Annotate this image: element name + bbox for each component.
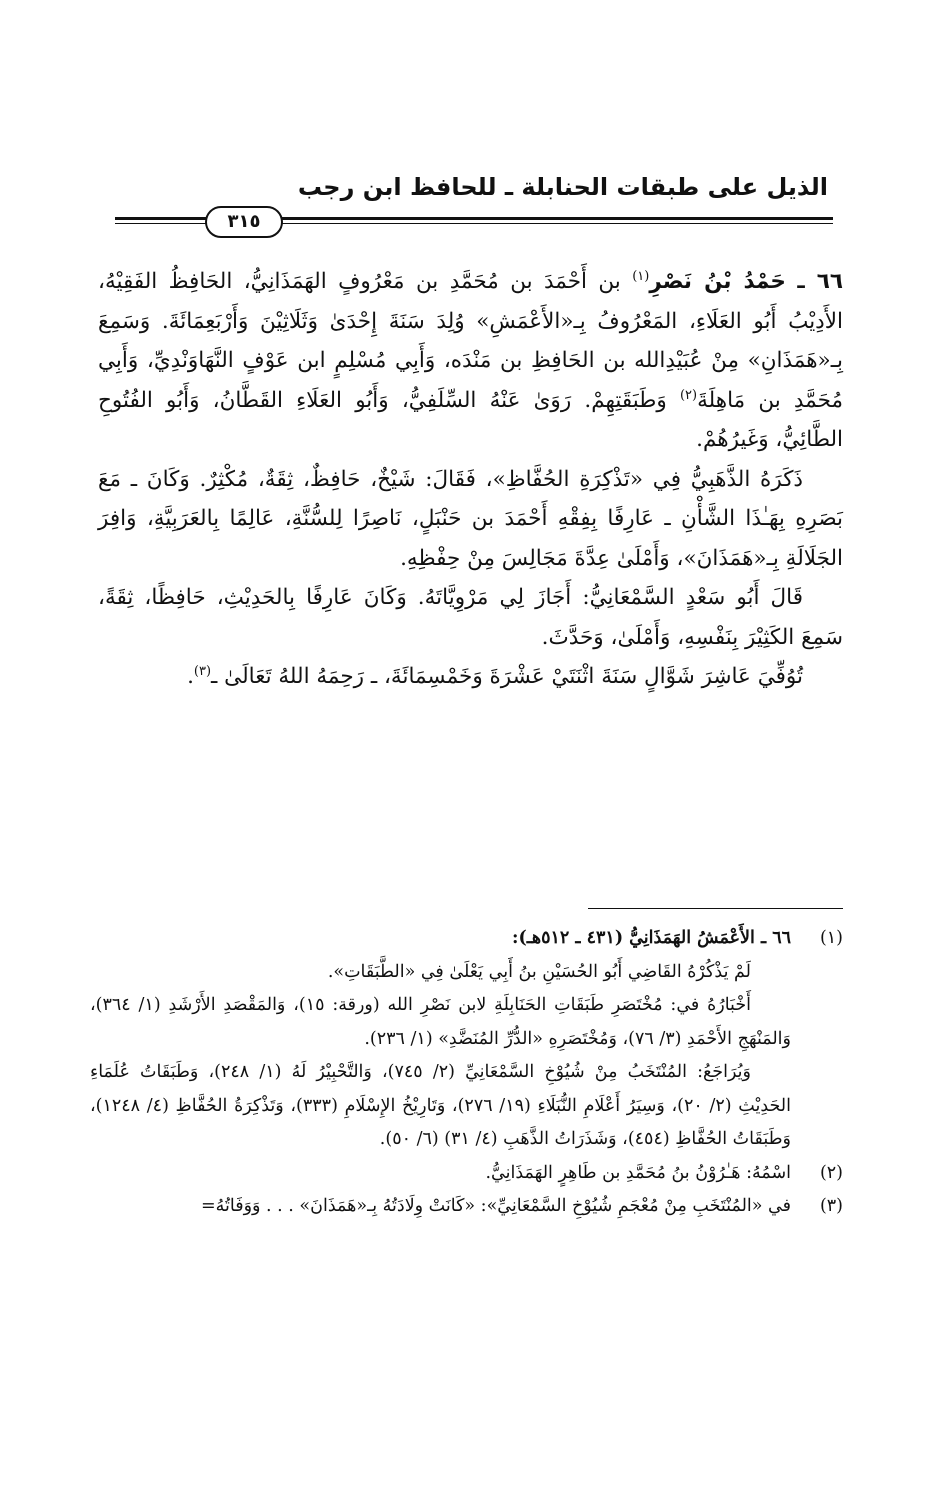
entry-text-1b: وَطَبَقَتِهِمْ. رَوَىٰ عَنْهُ السِّلَفِيُّ، وَأَبُو العَلَاءِ القَطَّانُ، وَأَبُو الفُتُوحِ الطَّائِيُّ، وَغَيرُهُمْ.: [98, 387, 843, 452]
page-number: ٣١٥: [205, 206, 283, 238]
footnote-title: ٦٦ ـ الأَعْمَشُ الهَمَذَانِيُّ (٤٣١ ـ ٥١٢هـ):: [511, 928, 791, 948]
footnote-line: في «المُنْتَخَبِ مِنْ مُعْجَمِ شُيُوْخِ السَّمْعَانِيِّ»: «كَانَتْ وِلَادَتُهُ بِـ«هَمَذَانَ» . . . وَوَفَاتُهُ=: [200, 1196, 791, 1216]
entry-paragraph-1: [98, 262, 843, 460]
footnote-number: (١): [819, 928, 843, 948]
entry-text-4: تُوُفِّيَ عَاشِرَ شَوَّالٍ سَنَةَ اثْنَتَيْ عَشْرَةَ وَخَمْسِمَائَةَ، ـ رَحِمَهُ اللهُ تَعَالَىٰ ـ: [211, 664, 803, 689]
footnote-line: لَمْ يَذْكُرْهُ القَاضِي أَبُو الحُسَيْنِ بنُ أَبِي يَعْلَىٰ فِي «الطَّبَقَاتِ».: [327, 961, 751, 982]
footnote-body: [90, 1190, 791, 1224]
footnote-3: [90, 1190, 843, 1224]
main-text: [98, 262, 843, 697]
entry-paragraph-4: [98, 657, 843, 697]
running-header: الذيل على طبقات الحنابلة ـ للحافظ ابن رجب: [297, 173, 828, 201]
entry-number: ٦٦ ـ: [797, 269, 843, 294]
header-rule: [115, 206, 833, 236]
footnote-number: (٢): [819, 1162, 843, 1183]
footnote-separator: [588, 908, 843, 909]
footnote-ref-2[interactable]: (٢): [679, 387, 698, 403]
entry-text-4-end: .: [187, 664, 194, 689]
footnote-body: [90, 922, 791, 1157]
footnote-line: أَخْبَارُهُ في: مُخْتَصَرِ طَبَقَاتِ الحَنَابِلَةِ لابن نَصْرِ الله (ورقة: ١٥)، وَالمَقْصَدِ الأَرْشَدِ (١/ ٣٦٤)، وَالمَنْهَجِ الأَحْمَدِ (٣/ ٧٦)، وَمُخْتَصَرِهِ «الدُّرِّ المُنَضَّدِ» (١/ ٢٣٦).: [90, 995, 791, 1049]
footnote-line: اسْمُهُ: هَـٰرُوْنُ بنُ مُحَمَّدِ بن طَاهِرٍ الهَمَذَانِيُّ.: [485, 1162, 791, 1183]
footnote-ref-3[interactable]: (٣): [193, 663, 212, 679]
footnotes: [90, 922, 843, 1224]
footnote-line: وَيُرَاجَعُ: المُنْتَخَبُ مِنْ شُيُوْخِ السَّمْعَانِيِّ (٢/ ٧٤٥)، وَالتَّحْبِيْرُ لَهُ (١/ ٢٤٨)، وَطَبَقَاتُ عُلَمَاءِ الحَدِيْثِ (٢/ ٢٠)، وَسِيَرُ أَعْلَامِ النُّبَلَاءِ (١٩/ ٢٧٦)، وَتَارِيْخُ الإِسْلَامِ (٣٣٣)، وَتَذْكِرَةُ الحُفَّاظِ (٤/ ١٢٤٨)، وَطَبَقَاتُ الحُفَّاظِ (٤٥٤)، وَشَذَرَاتُ الذَّهَبِ (٤/ ٣١) (٦/ ٥٠).: [90, 1062, 791, 1149]
footnote-body: [90, 1157, 791, 1191]
footnote-2: [90, 1157, 843, 1191]
footnote-ref-1[interactable]: (١): [632, 268, 650, 284]
footnote-number: (٣): [819, 1196, 843, 1216]
entry-name: حَمْدُ بْنُ نَصْرِ: [649, 269, 786, 294]
entry-paragraph-2: ذَكَرَهُ الذَّهَبِيُّ فِي «تَذْكِرَةِ الحُفَّاظِ»، فَقَالَ: شَيْخٌ، حَافِظٌ، ثِقَةٌ، مُكْثِرٌ. وَكَانَ ـ مَعَ بَصَرِهِ بِهَـٰذَا الشَّأْنِ ـ عَارِفًا بِفِقْهِ أَحْمَدَ بن حَنْبَلٍ، نَاصِرًا لِلسُّنَّةِ، عَالِمًا بِالعَرَبِيَّةِ، وَافِرَ الجَلَالَةِ بِـ«هَمَذَانَ»، وَأَمْلَىٰ عِدَّةَ مَجَالِسَ مِنْ حِفْظِهِ.: [98, 466, 843, 571]
entry-text-1a: بن أَحْمَدَ بن مُحَمَّدِ بن مَعْرُوفٍ الهَمَذَانِيُّ، الحَافِظُ الفَقِيْهُ، الأَدِيْبُ أَبُو العَلَاءِ، المَعْرُوفُ بِـ«الأَعْمَشِ» وُلِدَ سَنَةَ إِحْدَىٰ وَثَلَاثِيْنَ وَأَرْبَعِمَائَةَ. وَسَمِعَ بِـ«هَمَذَانِ» مِنْ عُبَيْدِالله بن الحَافِظِ بن مَنْدَه، وَأَبِي مُسْلِمٍ ابن عَوْفٍ النَّهَاوَنْدِيِّ، وَأَبِي مُحَمَّدِ بن مَاهِلَةَ: [98, 269, 843, 413]
footnote-1: [90, 922, 843, 1157]
entry-paragraph-3: قَالَ أَبُو سَعْدٍ السَّمْعَانِيُّ: أَجَازَ لِي مَرْوِيَّاتَهُ. وَكَانَ عَارِفًا بِالحَدِيْثِ، حَافِظًا، ثِقَةً، سَمِعَ الكَثِيْرَ بِنَفْسِهِ، وَأَمْلَىٰ، وَحَدَّثَ.: [98, 585, 843, 650]
